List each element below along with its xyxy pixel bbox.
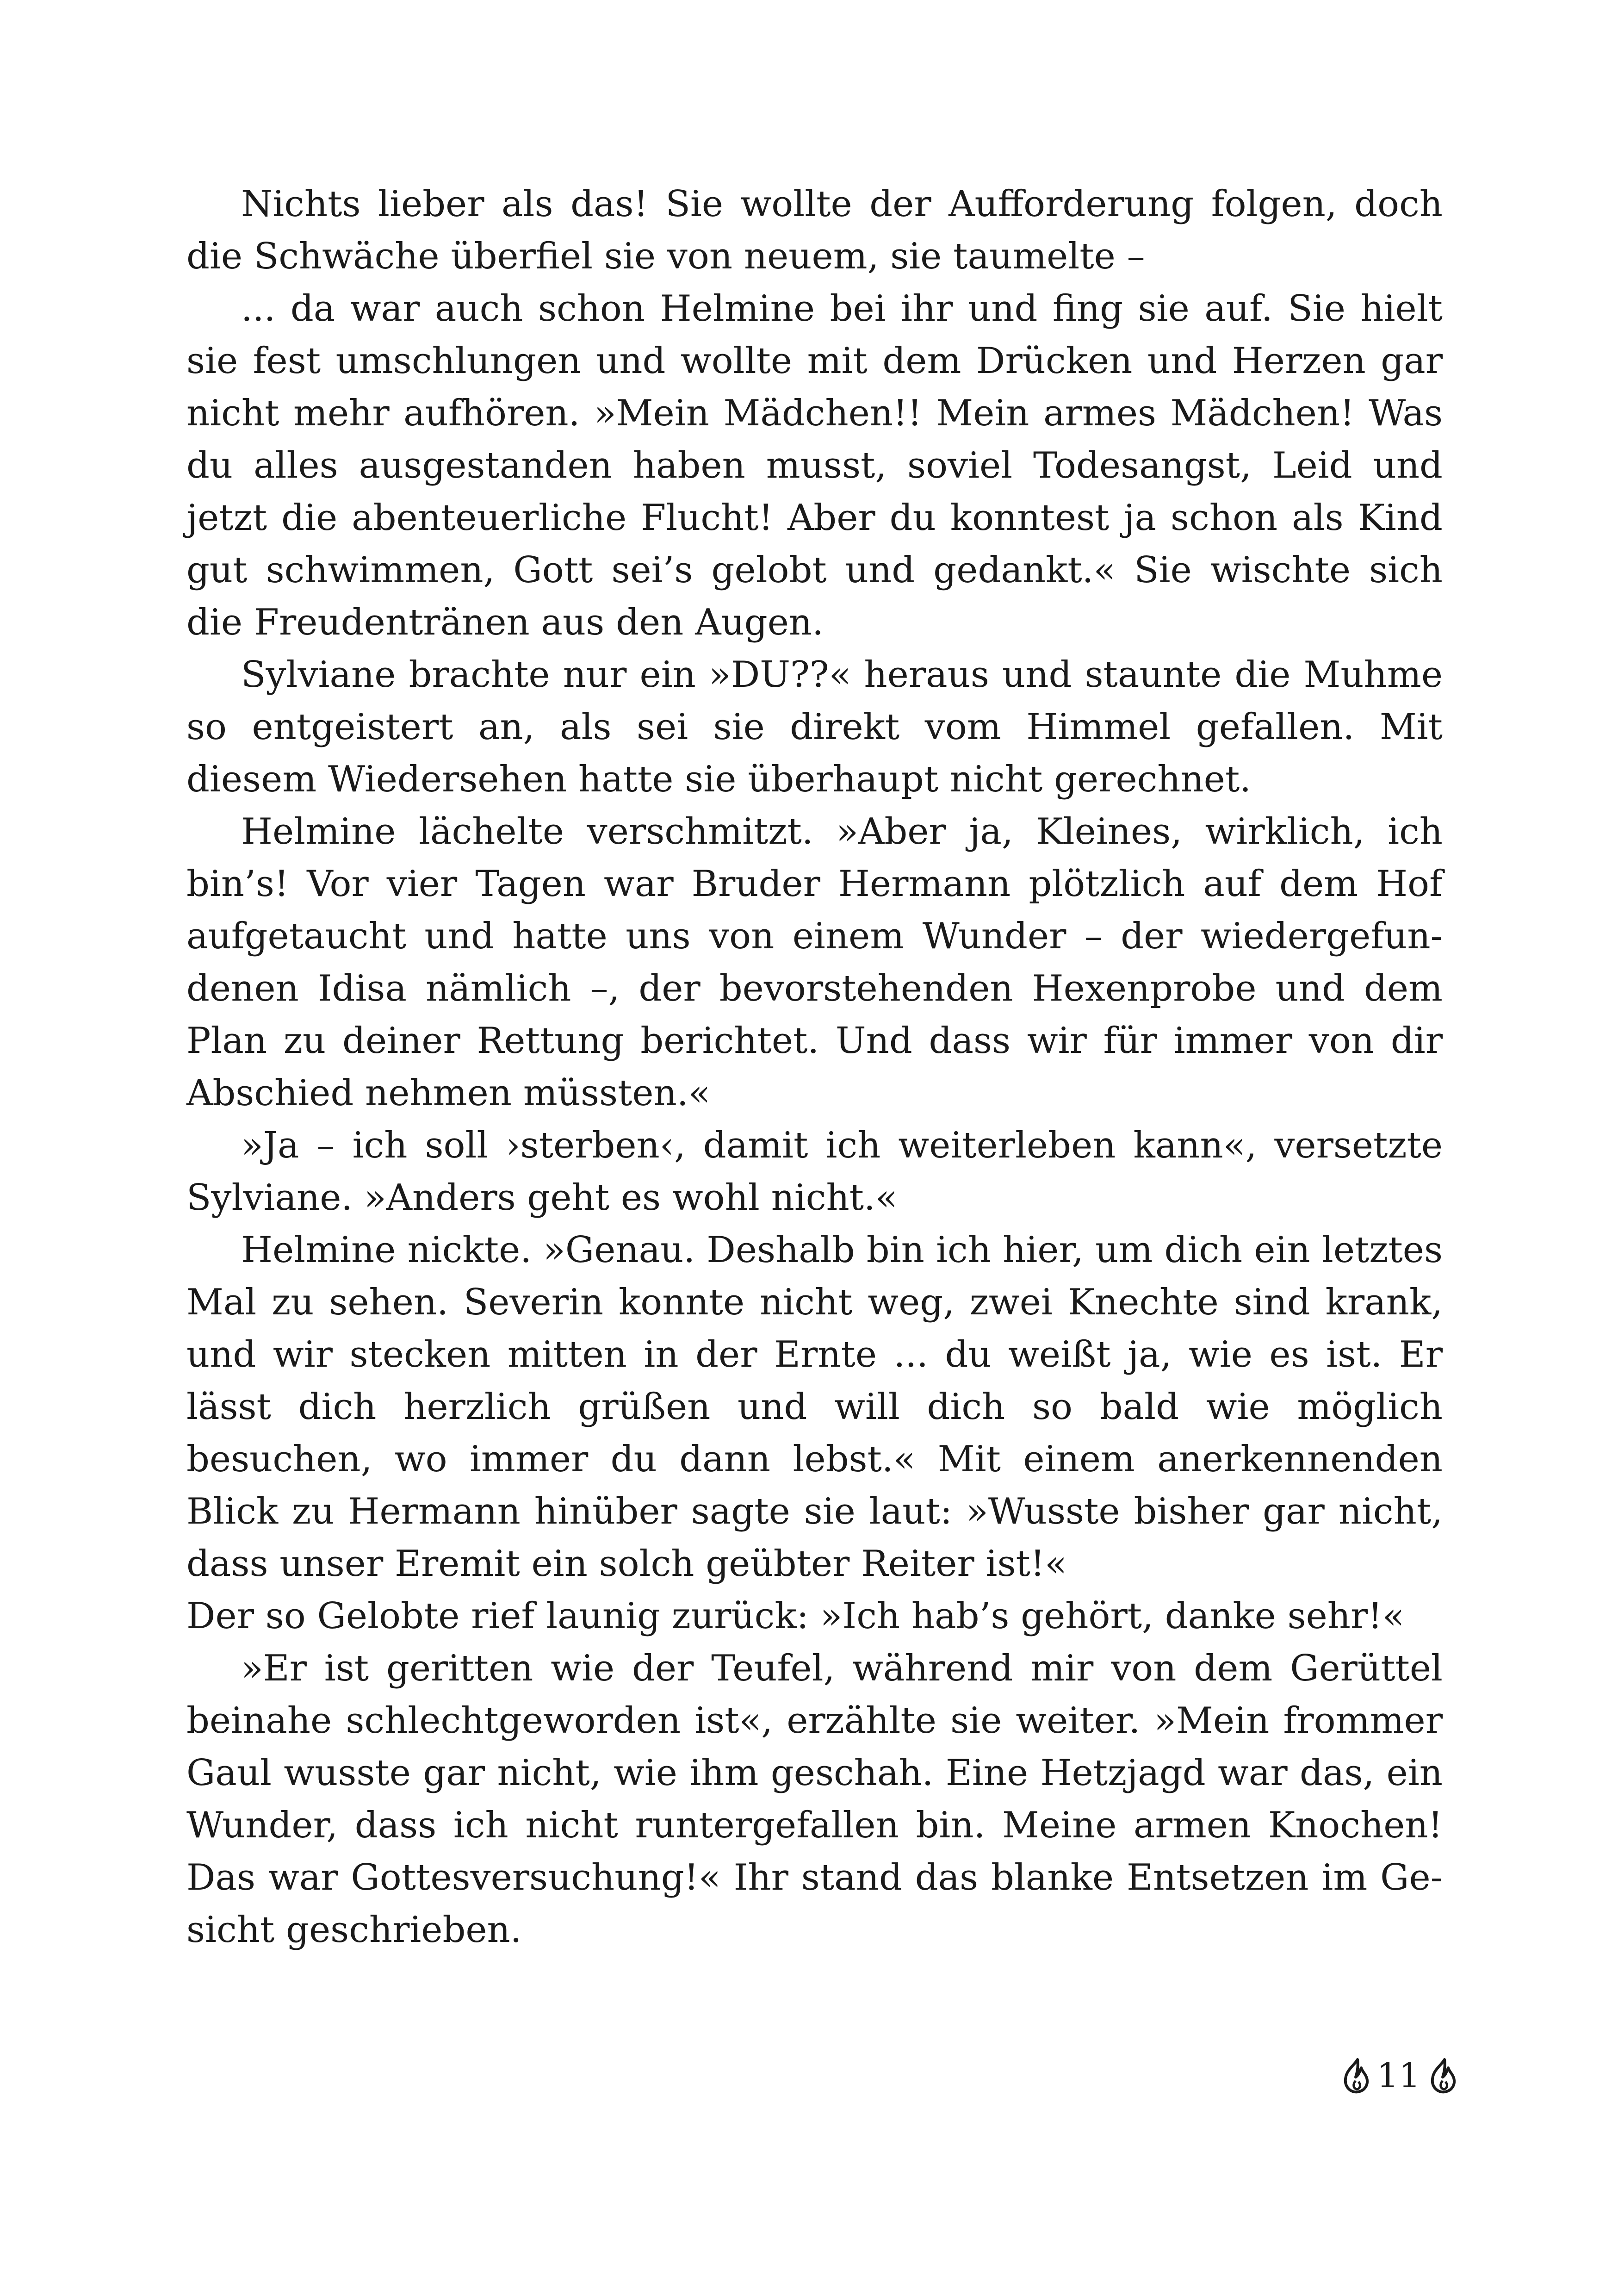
paragraph: »Ja – ich soll ›sterben‹, damit ich weiterleben kann«, versetzte Sylviane. »Anders geht es wohl nicht.« [186,1125,1443,1219]
paragraph: Sylviane brachte nur ein »DU??« heraus und staunte die Muhme so entgeistert an, als sei sie direkt vom Himmel gefallen. Mit diesem Wiedersehen hatte sie überhaupt nicht gerechnet. [186,654,1443,800]
paragraph: »Er ist geritten wie der Teufel, während mir von dem Gerüttel beinahe schlechtgeworden ist«, erzählte sie weiter. »Mein frommer Gaul wusste gar nicht, wie ihm geschah. Eine Hetzjagd war das, ein Wunder, dass ich nicht runtergefallen bin. Meine armen Knochen! Das war Gottesversuchung!« Ihr stand das blanke Entsetzen im Gesicht geschrieben. [186,1648,1443,1951]
paragraph: Helmine nickte. »Genau. Deshalb bin ich hier, um dich ein letztes Mal zu sehen. Severin konnte nicht weg, zwei Knechte sind krank, und wir stecken mitten in der Ernte ... du weißt ja, wie es ist. Er lässt dich herzlich grüßen und will dich so bald wie möglich besuchen, wo immer du dann lebst.« Mit einem anerkennenden Blick zu Hermann hinüber sagte sie laut: »Wusste bisher gar nicht, dass unser Eremit ein solch geübter Reiter ist!« [186,1229,1443,1585]
paragraph: ... da war auch schon Helmine bei ihr und fing sie auf. Sie hielt sie fest umschlungen und wollte mit dem Drücken und Herzen gar nicht mehr aufhören. »Mein Mädchen!! Mein armes Mädchen! Was du alles ausgestanden haben musst, soviel Todesangst, Leid und jetzt die abenteuerliche Flucht! Aber du konntest ja schon als Kind gut schwimmen, Gott sei’s gelobt und gedankt.« Sie wischte sich die Freudentränen aus den Augen. [186,288,1443,643]
paragraph: Nichts lieber als das! Sie wollte der Aufforderung folgen, doch die Schwäche überfiel sie von neuem, sie taumelte – [186,183,1443,277]
page-footer [1337,2050,1457,2101]
flame-icon [1427,2058,1457,2094]
flame-icon [1340,2058,1370,2094]
paragraph: Der so Gelobte rief launig zurück: »Ich hab’s gehört, danke sehr!« [186,1595,1405,1637]
page-number: 11 [1376,2056,1420,2096]
paragraph: Helmine lächelte verschmitzt. »Aber ja, Kleines, wirklich, ich bin’s! Vor vier Tagen war Bruder Hermann plötzlich auf dem Hof aufgetaucht und hatte uns von einem Wunder – der wiedergefundenen Idisa nämlich –, der bevorstehenden Hexenprobe und dem Plan zu deiner Rettung berichtet. Und dass wir für immer von dir Abschied nehmen müssten.« [186,811,1443,1114]
body-text [186,178,1443,1956]
